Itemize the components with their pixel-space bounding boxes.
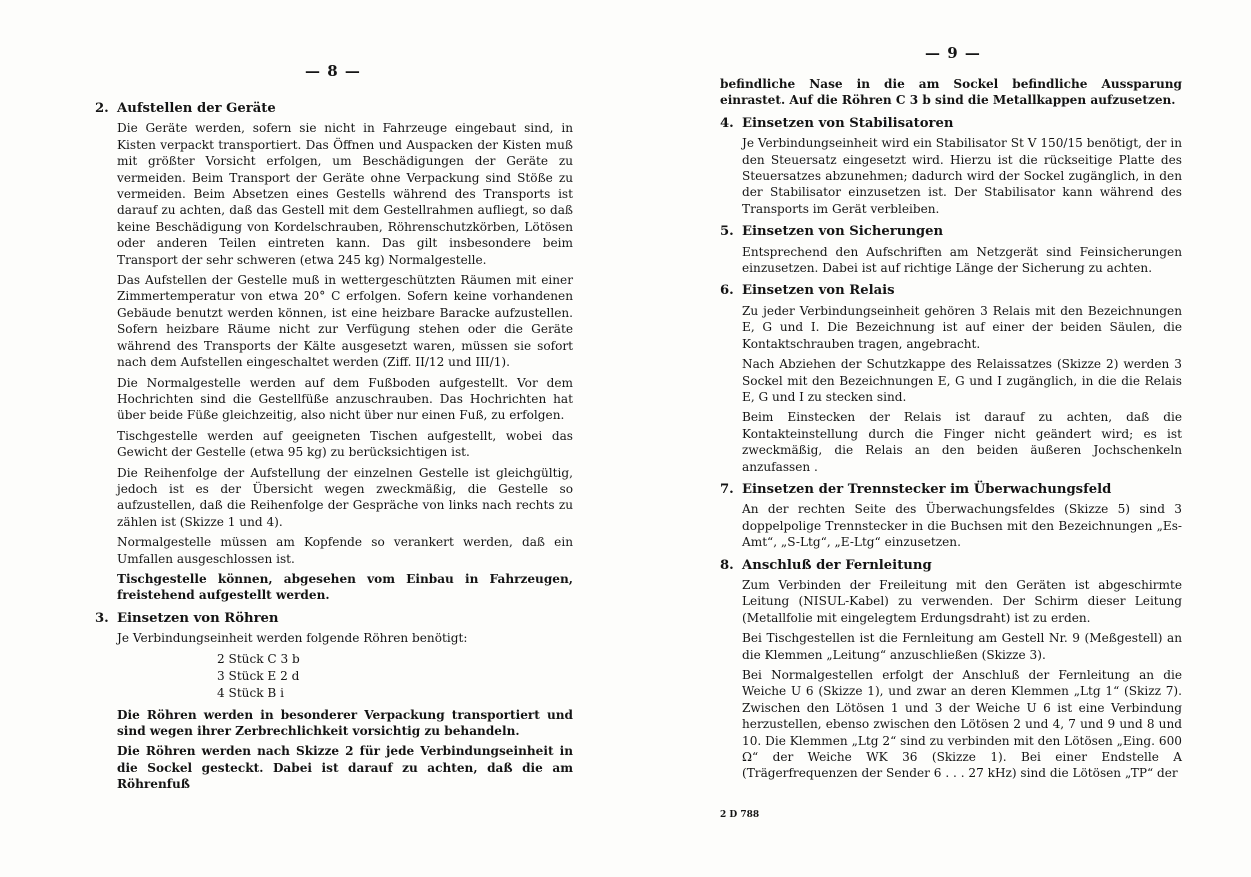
section-number: 4. (720, 115, 734, 131)
paragraph: Zum Verbinden der Freileitung mit den Geräten ist abgeschirmte Leitung (NISUL-Kabel) zu verwenden. Der Schirm dieser Leitung (Metallfolie mit eingelegtem Erdungsdraht) ist zu erden. (742, 577, 1182, 625)
paragraph: Je Verbindungseinheit wird ein Stabilisator St V 150/15 benötigt, der in den Steuersatz eingesetzt wird. Hierzu ist die rückseitige Platte des Steuersatzes abzunehmen; dadurch wird der Sockel zugänglich, in den der Stabilisator einzusetzen ist. Der Stabilisator kann während des Transports im Gerät verbleiben. (742, 136, 1182, 216)
paragraph: Normalgestelle müssen am Kopfende so verankert werden, daß ein Umfallen ausgeschlossen ist. (117, 535, 573, 566)
paragraph: Die Normalgestelle werden auf dem Fußboden aufgestellt. Vor dem Hochrichten sind die Gestellfüße anzuschrauben. Das Hochrichten hat über beide Füße gleichzeitig, also nicht über nur einen Fuß, zu erfolgen. (117, 375, 573, 423)
page-number: — 9 — (925, 44, 981, 62)
section-body (742, 501, 1182, 550)
section-heading (95, 611, 573, 627)
paragraph: Bei Normalgestellen erfolgt der Anschluß der Fernleitung an die Weiche U 6 (Skizze 1), und zwar an deren Klemmen „Ltg 1“ (Skizz 7). Zwischen den Lötösen 1 und 3 der Weiche U 6 ist eine Verbindung herzustellen, ebenso zwischen den Lötösen 2 und 4, 7 und 9 und 8 und 10. Die Klemmen „Ltg 2“ sind zu verbinden mit den Lötösen „Eing. 600 Ω“ der Weiche WK 36 (Skizze 1). Bei einer Endstelle A (Trägerfrequenzen der Sender 6 . . . 27 kHz) sind die Lötösen „TP“ der (742, 668, 1182, 781)
section-body (742, 244, 1182, 277)
section-heading (720, 283, 1182, 299)
paragraph: Entsprechend den Aufschriften am Netzgerät sind Feinsicherungen einzusetzen. Dabei ist auf richtige Länge der Sicherung zu achten. (742, 244, 1182, 276)
continuation-text (720, 76, 1182, 109)
paragraph: Tischgestelle werden auf geeigneten Tischen aufgestellt, wobei das Gewicht der Gestelle (etwa 95 kg) zu berücksichtigen ist. (117, 428, 573, 460)
section-title: Einsetzen von Röhren (117, 610, 279, 626)
section-title: Einsetzen von Sicherungen (742, 224, 944, 240)
section-body (117, 630, 573, 792)
right-page-content (720, 76, 1182, 786)
section-number: 2. (95, 101, 109, 116)
paragraph: Nach Abziehen der Schutzkappe des Relaissatzes (Skizze 2) werden 3 Sockel mit den Bezeichnungen E, G und I zugänglich, in die die Relais E, G und I zu stecken sind. (742, 357, 1182, 404)
section-heading (720, 558, 1182, 574)
section-number: 3. (95, 610, 109, 626)
paragraph: Die Reihenfolge der Aufstellung der einzelnen Gestelle ist gleichgültig, jedoch ist es der Übersicht wegen zweckmäßig, die Gestelle so aufzustellen, daß die Reihenfolge der Gespräche von links nach rechts zu zählen ist (Skizze 1 und 4). (117, 465, 573, 529)
section-heading (95, 101, 573, 117)
list-item: 3 Stück E 2 d (217, 668, 300, 683)
left-page-content (95, 94, 573, 797)
section-title: Einsetzen von Stabilisatoren (742, 115, 954, 131)
list-item: 4 Stück B i (217, 685, 285, 700)
page-number: — 8 — (305, 62, 361, 80)
list-item: 2 Stück C 3 b (217, 651, 300, 666)
paragraph: Bei Tischgestellen ist die Fernleitung am Gestell Nr. 9 (Meßgestell) an die Klemmen „Leitung“ anzuschließen (Skizze 3). (742, 631, 1182, 662)
section-heading (720, 116, 1182, 132)
section-heading (720, 224, 1182, 240)
section-title: Anschluß der Fernleitung (742, 557, 932, 573)
paragraph: Die Röhren werden nach Skizze 2 für jede Verbindungseinheit in die Sockel gesteckt. Dabei ist darauf zu achten, daß die am Röhrenfuß (117, 744, 573, 792)
section-number: 7. (720, 481, 734, 497)
paragraph: Je Verbindungseinheit werden folgende Röhren benötigt: (117, 631, 468, 646)
section-number: 6. (720, 283, 734, 299)
section-heading (720, 482, 1182, 498)
section-body (742, 135, 1182, 217)
section-body (117, 120, 573, 603)
section-title: Aufstellen der Geräte (117, 101, 276, 116)
section-body (742, 303, 1182, 475)
paragraph: Die Röhren werden in besonderer Verpackung transportiert und sind wegen ihrer Zerbrechlichkeit vorsichtig zu behandeln. (117, 707, 573, 738)
section-body (742, 577, 1182, 782)
section-number: 5. (720, 224, 734, 240)
section-title: Einsetzen der Trennstecker im Überwachungsfeld (742, 481, 1112, 497)
paragraph: Beim Einstecken der Relais ist darauf zu achten, daß die Kontakteinstellung durch die Finger nicht geändert wird; es ist zweckmäßig, die Relais an den beiden äußeren Jochschenkeln anzufassen . (742, 410, 1182, 474)
paragraph: Die Geräte werden, sofern sie nicht in Fahrzeuge eingebaut sind, in Kisten verpackt transportiert. Das Öffnen und Auspacken der Kisten muß mit größter Vorsicht erfolgen, um Beschädigungen der Geräte zu vermeiden. Beim Transport der Geräte ohne Verpackung sind Stöße zu vermeiden. Beim Absetzen eines Gestells während des Transports ist darauf zu achten, daß das Gestell mit dem Gestellrahmen aufliegt, so daß keine Beschädigung von Kordelschrauben, Röhrenschutzkörben, Lötösen oder anderen Teilen eintreten kann. Das gilt insbesondere beim Transport der sehr schweren (etwa 245 kg) Normalgestelle. (117, 121, 573, 267)
paragraph: Zu jeder Verbindungseinheit gehören 3 Relais mit den Bezeichnungen E, G und I. Die Bezeichnung ist auf einer der beiden Säulen, die Kontaktschrauben tragen, angebracht. (742, 303, 1182, 351)
right-page (720, 0, 1182, 877)
paragraph: Tischgestelle können, abgesehen vom Einbau in Fahrzeugen, freistehend aufgestellt werden. (117, 571, 573, 603)
paragraph: befindliche Nase in die am Sockel befindliche Aussparung einrastet. Auf die Röhren C 3 b sind die Metallkappen aufzusetzen. (720, 77, 1182, 108)
tube-list (217, 651, 573, 702)
left-page (95, 0, 573, 877)
print-signature: 2 D 788 (720, 810, 760, 820)
section-title: Einsetzen von Relais (742, 283, 895, 299)
section-number: 8. (720, 557, 734, 573)
paragraph: An der rechten Seite des Überwachungsfeldes (Skizze 5) sind 3 doppelpolige Trennstecker in die Buchsen mit den Bezeichnungen „Es-Amt“, „S-Ltg“, „E-Ltg“ einzusetzen. (742, 502, 1182, 550)
paragraph: Das Aufstellen der Gestelle muß in wettergeschützten Räumen mit einer Zimmertemperatur von etwa 20° C erfolgen. Sofern keine vorhandenen Gebäude benutzt werden können, ist eine heizbare Baracke aufzustellen. Sofern heizbare Räume nicht zur Verfügung stehen oder die Geräte während des Transports der Kälte ausgesetzt waren, müssen sie sofort nach dem Aufstellen eingeschaltet werden (Ziff. II/12 und III/1). (117, 273, 573, 370)
